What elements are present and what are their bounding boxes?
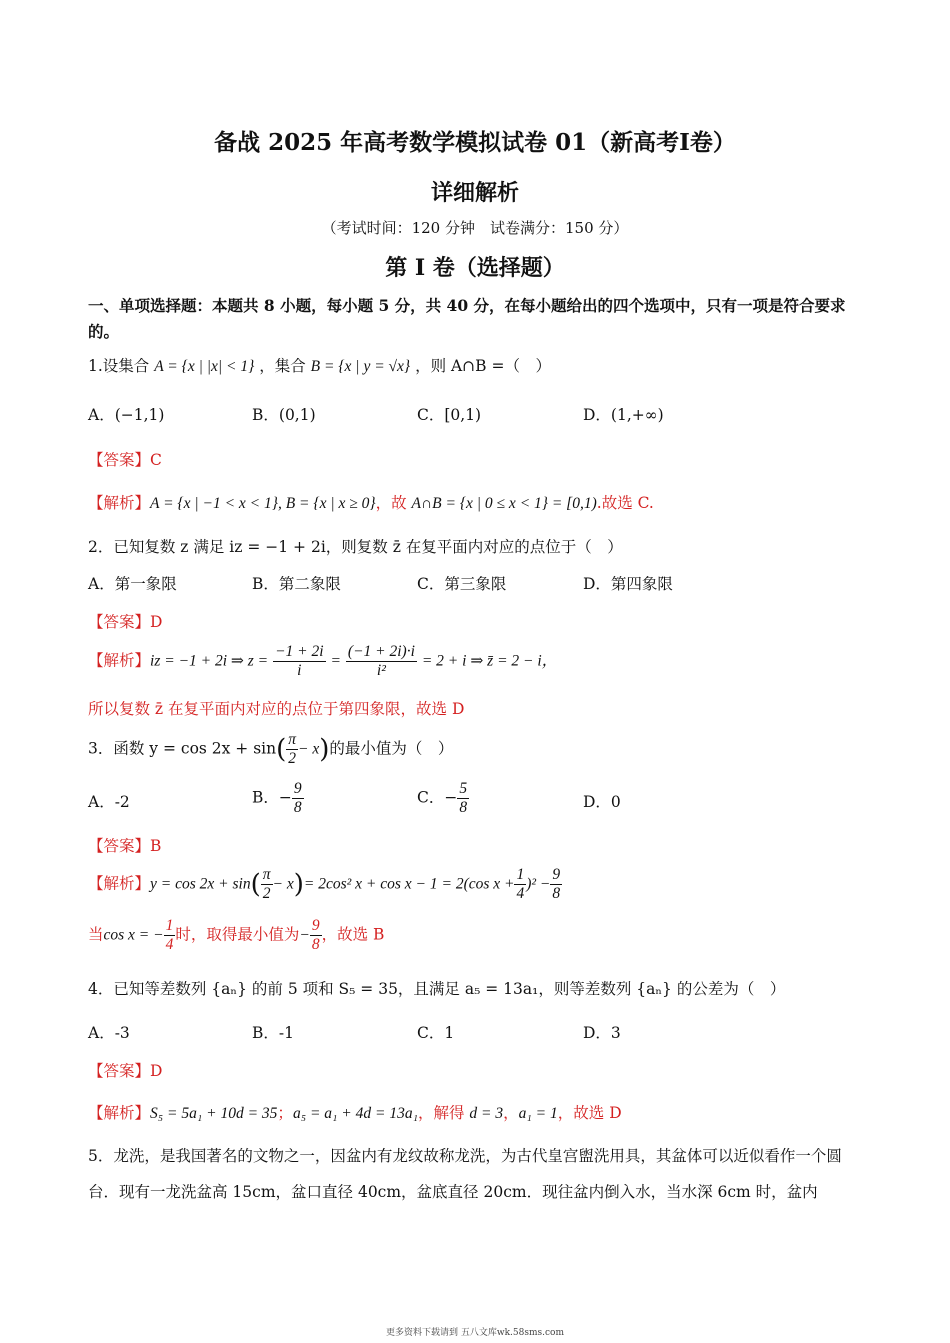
question-3-option-c: C．− $\frac{5}{8}$: [417, 780, 468, 816]
question-3-stem: 3．函数 y = cos 2x + sin( $\frac{\pi}{2}$ − x)的最小值为（ ）: [88, 731, 454, 767]
section-heading: 一、单项选择题：本题共 8 小题，每小题 5 分，共 40 分，在每小题给出的四个选项中，只有一项是符合要求的。: [88, 296, 846, 341]
fraction: $\frac{\pi}{2}$: [288, 731, 297, 767]
question-2-stem: 2．已知复数 z 满足 iz = −1 + 2i，则复数 z̄ 在复平面内对应的点位于（ ）: [88, 538, 623, 556]
question-4-option-b: B．-1: [252, 1024, 294, 1042]
question-2-answer: 【答案】D: [88, 613, 163, 631]
fraction: $\frac{-1 + 2i}{i}$: [275, 643, 324, 679]
question-2-option-b: B．第二象限: [252, 575, 341, 593]
exam-meta: （考试时间：120 分钟 试卷满分：150 分）: [321, 219, 629, 237]
page-footer: 更多资料下载请到 五八文库wk.58sms.com: [386, 1328, 564, 1338]
question-3-explanation: 【解析】y = cos 2x + sin( $\frac{\pi}{2}$ − x)= 2cos² x + cos x − 1 = 2(cos x + $\frac{1}{4}$ )² − $\frac{9}{8}$: [88, 866, 561, 902]
question-2-option-d: D．第四象限: [583, 575, 673, 593]
question-3-option-d: D．0: [583, 793, 621, 811]
question-3-conclusion: 当cos x = − $\frac{1}{4}$ 时，取得最小值为− $\frac{9}{8}$ ，故选 B: [88, 917, 385, 953]
paren-open: (: [276, 734, 287, 765]
question-4-option-d: D．3: [583, 1024, 621, 1042]
question-1-option-b: B．(0,1): [252, 406, 316, 424]
question-3-option-a: A．-2: [88, 793, 130, 811]
question-5-stem: 5．龙洗，是我国著名的文物之一，因盆内有龙纹故称龙洗，为古代皇宫盥洗用具，其盆体可以近似看作一个圆台．现有一龙洗盆高 15cm，盆口直径 40cm，盆底直径 20cm．现往盆内倒入水，当水深 6cm 时，盆内: [88, 1147, 842, 1201]
question-2-conclusion: 所以复数 z̄ 在复平面内对应的点位于第四象限，故选 D: [88, 700, 465, 718]
question-1-option-c: C．[0,1): [417, 406, 482, 424]
document-title: 备战 2025 年高考数学模拟试卷 01（新高考Ⅰ卷）: [214, 129, 736, 156]
question-4-answer: 【答案】D: [88, 1062, 163, 1080]
question-1-answer: 【答案】C: [88, 451, 162, 469]
question-4-option-c: C．1: [417, 1024, 455, 1042]
document-subtitle: 详细解析: [430, 180, 519, 206]
paren-close: ): [319, 734, 330, 765]
fraction: $\frac{(-1 + 2i)\cdot i}{\text{i²}}$: [347, 643, 415, 679]
question-3-option-b: B．− $\frac{9}{8}$: [252, 780, 302, 816]
question-4-stem: 4．已知等差数列 {aₙ} 的前 5 项和 S₅ = 35，且满足 a₅ = 13a₁，则等差数列 {aₙ} 的公差为（ ）: [88, 980, 786, 998]
question-1-explanation: 【解析】A = {x | −1 < x < 1}, B = {x | x ≥ 0}，故 A∩B = {x | 0 ≤ x < 1} = [0,1).故选 C.: [88, 494, 654, 512]
question-1-option-d: D．(1,+∞): [583, 406, 664, 424]
question-3-answer: 【答案】B: [88, 837, 162, 855]
question-4-explanation: 【解析】S₅ = 5a₁ + 10d = 35；a₅ = a₁ + 4d = 13a₁，解得 d = 3，a₁ = 1，故选 D: [88, 1104, 622, 1122]
question-2-explanation: 【解析】iz = −1 + 2i ⇒ z = $\frac{-1 + 2i}{i}$ = $\frac{(-1 + 2i)\cdot i}{\text{i²}}$ = 2 + i ⇒ z̄ = 2 − i，: [88, 643, 558, 679]
question-2-option-c: C．第三象限: [417, 575, 507, 593]
question-4-option-a: A．-3: [88, 1024, 130, 1042]
question-1-option-a: A．(−1,1): [88, 406, 165, 424]
volume-heading: 第 I 卷（选择题）: [385, 255, 565, 281]
question-1-stem: 1.设集合 A = {x | |x| < 1} ，集合 B = {x | y = √x} ，则 A∩B =（ ）: [88, 357, 551, 375]
question-2-option-a: A．第一象限: [88, 575, 177, 593]
